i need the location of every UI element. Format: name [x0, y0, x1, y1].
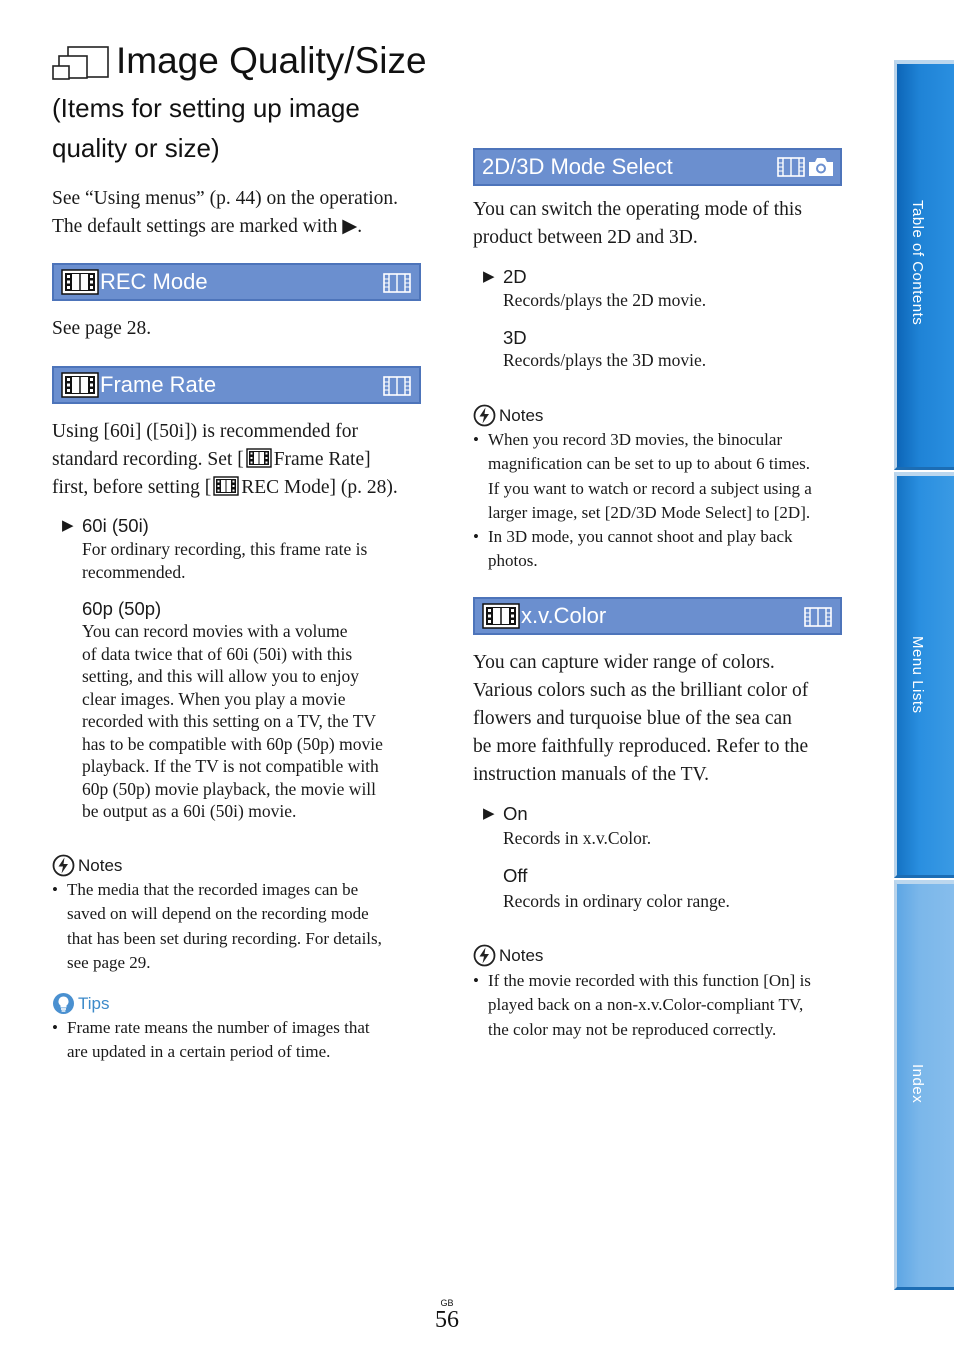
notes-icon	[52, 854, 75, 877]
option-on-desc: Records in x.v.Color.	[503, 828, 652, 848]
film-strip-icon	[777, 157, 805, 177]
film-strip-icon	[383, 376, 411, 396]
film-strip-icon	[804, 607, 832, 627]
xvcolor-label: x.v.Color	[521, 603, 607, 628]
option-60p-desc: You can record movies with a volume of data twice that of 60i (50i) with this setting, and this will allow you to enjoy clear images. When you play a movie recorded with this setting on a TV, the TV has to be compatible with 60p (50p) movie playback. If the TV is not compatible with 60p (50p) movie playback, the movie will be output as a 60i (50i) movie.	[82, 621, 383, 821]
frame-rate-header	[52, 366, 421, 404]
note-item: • In 3D mode, you cannot shoot and play back photos.	[473, 525, 848, 574]
page-subtitle: (Items for setting up image quality or size)	[52, 93, 360, 163]
tab-label: Table of Contents	[909, 200, 926, 326]
tab-label: Menu Lists	[909, 636, 926, 714]
note-item: • When you record 3D movies, the binocular magnification can be set to up to about 6 times. If you want to watch or record a subject using a larger image, set [2D/3D Mode Select] to [2D].	[473, 428, 848, 525]
option-on: ▶ On	[483, 803, 528, 824]
frame-rate-intro: Using [60i] ([50i]) is recommended for standard recording. Set [ Frame Rate] first, before setting [ REC Mode] (p. 28).	[52, 421, 398, 498]
option-60i: ▶ 60i (50i)	[62, 515, 149, 536]
tip-item: • Frame rate means the number of images that are updated in a certain period of time.	[52, 1016, 422, 1065]
mode-select-intro: You can switch the operating mode of this product between 2D and 3D.	[473, 199, 802, 248]
page-title: Image Quality/Size	[116, 40, 427, 81]
play-triangle-icon: ▶	[483, 805, 495, 822]
option-60i-desc: For ordinary recording, this frame rate is recommended.	[82, 539, 368, 582]
film-strip-icon	[213, 476, 239, 496]
notes-icon	[473, 944, 496, 967]
notes-icon	[473, 404, 496, 427]
option-60p: 60p (50p)	[82, 598, 162, 619]
option-off-desc: Records in ordinary color range.	[503, 891, 730, 911]
film-strip-icon	[383, 273, 411, 293]
note-item: • The media that the recorded images can be saved on will depend on the recording mode that has been set during recording. For details, see page 29.	[52, 878, 422, 975]
xvcolor-header	[473, 597, 842, 635]
play-triangle-icon: ▶	[62, 517, 74, 534]
film-strip-icon	[61, 269, 99, 295]
option-3d-desc: Records/plays the 3D movie.	[503, 350, 707, 370]
rec-mode-header	[52, 263, 421, 301]
mode-select-header	[473, 148, 842, 186]
tab-label: Index	[909, 1064, 926, 1104]
rec-mode-body: See page 28.	[52, 318, 152, 339]
option-off: Off	[503, 865, 528, 886]
camera-icon	[808, 157, 834, 177]
tab-index[interactable]	[894, 880, 954, 1290]
mode-select-label: 2D/3D Mode Select	[482, 154, 673, 179]
film-strip-icon	[482, 603, 520, 629]
tab-menu-lists[interactable]	[894, 472, 954, 878]
option-2d-desc: Records/plays the 2D movie.	[503, 290, 707, 310]
option-3d: 3D	[503, 327, 527, 348]
tab-table-of-contents[interactable]	[894, 60, 954, 470]
rec-mode-label: REC Mode	[100, 269, 208, 294]
page-region: GB	[440, 1298, 454, 1308]
note-item: • If the movie recorded with this function [On] is played back on a non-x.v.Color-compliant TV, the color may not be reproduced correctly.	[473, 969, 851, 1042]
image-size-icon	[52, 46, 110, 80]
frame-rate-label: Frame Rate	[100, 372, 217, 397]
lightbulb-icon	[52, 992, 75, 1015]
film-strip-icon	[246, 448, 272, 468]
intro-text: See “Using menus” (p. 44) on the operation. The default settings are marked with ▶.	[52, 188, 399, 237]
play-triangle-icon: ▶	[483, 268, 495, 285]
option-2d: ▶ 2D	[483, 266, 527, 287]
film-strip-icon	[61, 372, 99, 398]
page-number: 56	[435, 1307, 459, 1333]
xvcolor-intro: You can capture wider range of colors. Various colors such as the brilliant color of flowers and turquoise blue of the sea can be more faithfully reproduced. Refer to the instruction manuals of the TV.	[473, 652, 809, 785]
